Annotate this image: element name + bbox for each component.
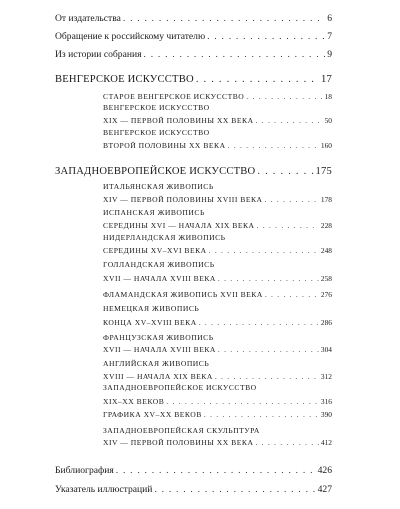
toc-subentry-page: 248: [320, 246, 332, 255]
toc-subentry-title: XIV — ПЕРВОЙ ПОЛОВИНЫ XVIII ВЕКА: [103, 195, 263, 204]
toc-subentry[interactable]: [103, 397, 332, 406]
toc-subentry[interactable]: [103, 246, 332, 255]
dot-leader: [166, 397, 319, 406]
toc-section-page: 175: [315, 166, 332, 177]
dot-leader: [257, 166, 313, 177]
toc-subentry-title: КОНЦА XV–XVIII ВЕКА: [103, 318, 197, 327]
dot-leader: [255, 438, 318, 447]
toc-subentry[interactable]: [103, 92, 332, 101]
dot-leader: [246, 92, 322, 101]
toc-subentry-title: СТАРОЕ ВЕНГЕРСКОЕ ИСКУССТВО: [103, 92, 245, 101]
toc-subentry-page: 312: [320, 372, 332, 381]
toc-subentry-page: 316: [320, 397, 332, 406]
toc-subentry-title: XVII — НАЧАЛА XVIII ВЕКА: [103, 345, 216, 354]
toc-section-title: ЗАПАДНОЕВРОПЕЙСКОЕ ИСКУССТВО: [55, 166, 256, 177]
toc-subentry-heading: ИТАЛЬЯНСКАЯ ЖИВОПИСЬ: [103, 182, 214, 191]
toc-subentry-title: XVII — НАЧАЛА XVIII ВЕКА: [103, 274, 216, 283]
toc-subentry[interactable]: [103, 318, 332, 327]
toc-subentry-page: 276: [320, 290, 332, 299]
toc-section-title: ВЕНГЕРСКОЕ ИСКУССТВО: [55, 74, 194, 85]
toc-subentry[interactable]: [103, 290, 332, 299]
toc-subentry-heading: ГОЛЛАНДСКАЯ ЖИВОПИСЬ: [103, 260, 215, 269]
toc-subentry-title: СЕРЕДИНЫ XVI — НАЧАЛА XIX ВЕКА: [103, 221, 255, 230]
toc-subentry-title: ВТОРОЙ ПОЛОВИНЫ XX ВЕКА: [103, 141, 226, 150]
dot-leader: [215, 372, 319, 381]
toc-subentry-heading: ИСПАНСКАЯ ЖИВОПИСЬ: [103, 208, 205, 217]
toc-entry[interactable]: [55, 49, 332, 60]
dot-leader: [196, 74, 319, 85]
dot-leader: [265, 290, 319, 299]
toc-subentry-page: 18: [324, 92, 332, 101]
toc-subentry-heading: НИДЕРЛАНДСКАЯ ЖИВОПИСЬ: [103, 233, 226, 242]
toc-section-western[interactable]: [55, 166, 332, 177]
toc-subentry-title: XIV — ПЕРВОЙ ПОЛОВИНЫ XX ВЕКА: [103, 438, 254, 447]
dot-leader: [204, 410, 319, 419]
toc-subentry-title: XVIII — НАЧАЛА XIX ВЕКА: [103, 372, 213, 381]
toc-entry-title: Из истории собрания: [55, 49, 142, 60]
toc-entry[interactable]: [55, 484, 332, 495]
toc-subentry[interactable]: [103, 345, 332, 354]
toc-subentry-page: 178: [320, 195, 332, 204]
toc-subentry-page: 160: [320, 141, 332, 150]
dot-leader: [123, 13, 325, 24]
toc-entry-page: 7: [327, 31, 332, 42]
toc-subentry-title: СЕРЕДИНЫ XV–XVI ВЕКА: [103, 246, 207, 255]
toc-subentry-heading: НЕМЕЦКАЯ ЖИВОПИСЬ: [103, 304, 200, 313]
toc-entry-title: Обращение к российскому читателю: [55, 31, 206, 42]
toc-entry-title: Указатель иллюстраций: [55, 484, 153, 495]
toc-subentry-title: XIX — ПЕРВОЙ ПОЛОВИНЫ XX ВЕКА: [103, 116, 254, 125]
toc-entry-title: Библиография: [55, 465, 114, 476]
toc-subentry[interactable]: [103, 410, 332, 419]
dot-leader: [218, 345, 319, 354]
toc-entry-page: 6: [327, 13, 332, 24]
toc-subentry-page: 304: [320, 345, 332, 354]
toc-subentry-heading: ЗАПАДНОЕВРОПЕЙСКОЕ ИСКУССТВО: [103, 383, 257, 392]
toc-subentry-page: 390: [320, 410, 332, 419]
toc-entry-page: 9: [327, 49, 332, 60]
toc-subentry[interactable]: [103, 116, 332, 125]
dot-leader: [257, 221, 319, 230]
toc-subentry[interactable]: [103, 221, 332, 230]
toc-subentry-heading: ФРАНЦУЗСКАЯ ЖИВОПИСЬ: [103, 333, 214, 342]
dot-leader: [228, 141, 319, 150]
toc-subentry[interactable]: [103, 372, 332, 381]
toc-subentry-page: 50: [324, 116, 332, 125]
toc-subentry[interactable]: [103, 195, 332, 204]
toc-entry[interactable]: [55, 31, 332, 42]
toc-subentry-page: 412: [320, 438, 332, 447]
dot-leader: [199, 318, 319, 327]
toc-subentry-title: XIX–XX ВЕКОВ: [103, 397, 165, 406]
toc-entry-page: 427: [317, 484, 332, 495]
toc-subentry[interactable]: [103, 141, 332, 150]
toc-subentry[interactable]: [103, 438, 332, 447]
dot-leader: [154, 484, 315, 495]
dot-leader: [265, 195, 319, 204]
toc-subentry-heading: ВЕНГЕРСКОЕ ИСКУССТВО: [103, 128, 210, 137]
toc-entry[interactable]: [55, 465, 332, 476]
dot-leader: [256, 116, 323, 125]
dot-leader: [218, 274, 319, 283]
dot-leader: [209, 246, 319, 255]
toc-subentry-heading: ЗАПАДНОЕВРОПЕЙСКАЯ СКУЛЬПТУРА: [103, 426, 260, 435]
dot-leader: [207, 31, 325, 42]
toc-subentry-heading: ВЕНГЕРСКОЕ ИСКУССТВО: [103, 103, 210, 112]
toc-subentry-page: 258: [320, 274, 332, 283]
toc-subentry-page: 286: [320, 318, 332, 327]
toc-subentry-title: ФЛАМАНДСКАЯ ЖИВОПИСЬ XVII ВЕКА: [103, 290, 263, 299]
toc-entry-title: От издательства: [55, 13, 121, 24]
toc-entry[interactable]: [55, 13, 332, 24]
toc-subentry-title: ГРАФИКА XV–XX ВЕКОВ: [103, 410, 202, 419]
toc-subentry-heading: АНГЛИЙСКАЯ ЖИВОПИСЬ: [103, 359, 210, 368]
toc-entry-page: 426: [317, 465, 332, 476]
toc-subentry-page: 228: [320, 221, 332, 230]
toc-section-page: 17: [321, 74, 332, 85]
toc-subentry[interactable]: [103, 274, 332, 283]
dot-leader: [144, 49, 326, 60]
toc-section-hungarian[interactable]: [55, 74, 332, 85]
dot-leader: [116, 465, 316, 476]
